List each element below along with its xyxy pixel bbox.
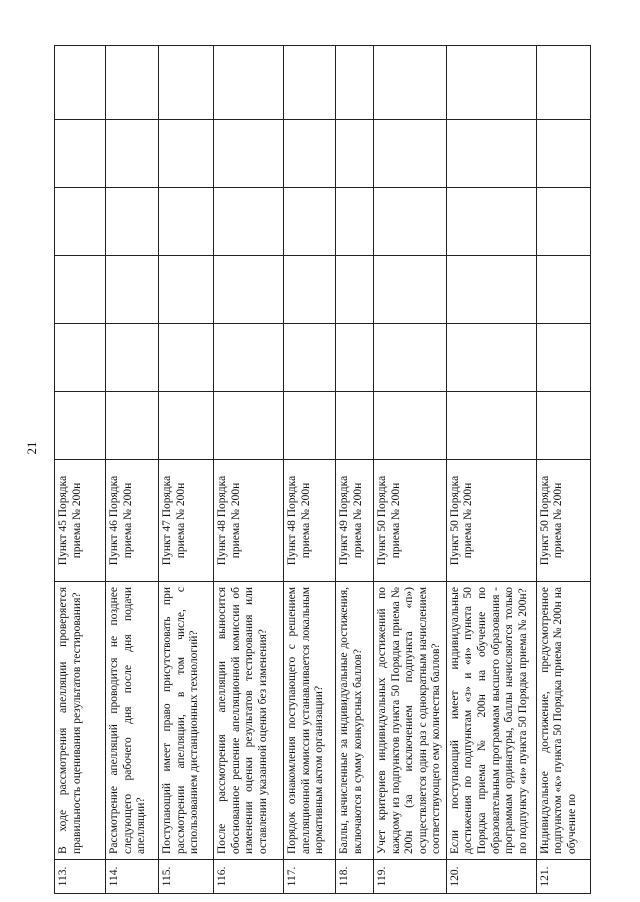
question-cell: После рассмотрения апелляции выносится обоснованное решение апелляционной комиссии об изменении оценки результатов тестирования или оставлении указанной оценки без изменения?: [214, 582, 284, 860]
answer-cell: [336, 46, 374, 120]
table-row: [159, 46, 214, 894]
answer-cell: [106, 120, 159, 188]
answer-cell: [336, 120, 374, 188]
answer-cell: [159, 392, 214, 460]
row-number: 113.: [55, 860, 106, 894]
table-row: [536, 46, 590, 894]
norm-reference-cell: Пункт 50 Порядка приема № 200н: [374, 460, 447, 582]
answer-cell: [446, 120, 536, 188]
answer-cell: [284, 324, 336, 392]
answer-cell: [214, 46, 284, 120]
answer-cell: [55, 392, 106, 460]
norm-reference-cell: Пункт 48 Порядка приема № 200н: [214, 460, 284, 582]
answer-cell: [106, 46, 159, 120]
answer-cell: [106, 324, 159, 392]
answer-cell: [336, 188, 374, 256]
answer-cell: [284, 392, 336, 460]
row-number: 114.: [106, 860, 159, 894]
answer-cell: [284, 256, 336, 324]
answer-cell: [159, 46, 214, 120]
answer-cell: [214, 120, 284, 188]
answer-cell: [336, 392, 374, 460]
norm-reference-cell: Пункт 50 Порядка приема № 200н: [536, 460, 590, 582]
answer-cell: [159, 256, 214, 324]
question-cell: Поступающий имеет право присутствовать при рассмотрении апелляции, в том числе, с использованием дистанционных технологий?: [159, 582, 214, 860]
page-number: 21: [24, 441, 39, 455]
answer-cell: [374, 256, 447, 324]
answer-cell: [536, 120, 590, 188]
row-number: 119.: [374, 860, 447, 894]
question-cell: Порядок ознакомления поступающего с решением апелляционной комиссии устанавливается локальным нормативным актом организации?: [284, 582, 336, 860]
answer-cell: [374, 324, 447, 392]
answer-cell: [536, 392, 590, 460]
answer-cell: [106, 188, 159, 256]
answer-cell: [374, 392, 447, 460]
table-row: [336, 46, 374, 894]
row-number: 116.: [214, 860, 284, 894]
row-number: 115.: [159, 860, 214, 894]
answer-cell: [536, 188, 590, 256]
answer-cell: [446, 324, 536, 392]
answer-cell: [106, 256, 159, 324]
answer-cell: [446, 188, 536, 256]
table-row: [284, 46, 336, 894]
question-cell: Если поступающий имеет индивидуальные достижения по подпунктам «з» и «и» пункта 50 Порядка приема № 200н на обучение по образовательным программам высшего образования - программам ординатуры, баллы начисляются только по подпункту «и» пункта 50 Порядка приема № 200н?: [446, 582, 536, 860]
answer-cell: [284, 120, 336, 188]
table-row: [55, 46, 106, 894]
answer-cell: [284, 188, 336, 256]
answer-cell: [446, 256, 536, 324]
question-cell: Учет критериев индивидуальных достижений по каждому из подпунктов пункта 50 Порядка приема № 200н (за исключением подпункта «п») осуществляется один раз с однократным начислением соответствующего ему количества баллов?: [374, 582, 447, 860]
answer-cell: [214, 188, 284, 256]
checklist-table: [54, 45, 591, 894]
answer-cell: [536, 256, 590, 324]
table-row: [374, 46, 447, 894]
answer-cell: [284, 46, 336, 120]
answer-cell: [214, 392, 284, 460]
answer-cell: [55, 120, 106, 188]
row-number: 121.: [536, 860, 590, 894]
norm-reference-cell: Пункт 48 Порядка приема № 200н: [284, 460, 336, 582]
answer-cell: [336, 256, 374, 324]
question-cell: Рассмотрение апелляций проводится не позднее следующего рабочего дня после дня подачи апелляции?: [106, 582, 159, 860]
norm-reference-cell: Пункт 50 Порядка приема № 200н: [446, 460, 536, 582]
answer-cell: [336, 324, 374, 392]
answer-cell: [374, 188, 447, 256]
question-cell: Индивидуальное достижение, предусмотренное подпунктом «к» пункта 50 Порядка приема № 200н на обучение по: [536, 582, 590, 860]
answer-cell: [55, 256, 106, 324]
answer-cell: [55, 324, 106, 392]
answer-cell: [446, 46, 536, 120]
answer-cell: [536, 324, 590, 392]
answer-cell: [214, 324, 284, 392]
norm-reference-cell: Пункт 45 Порядка приема № 200н: [55, 460, 106, 582]
answer-cell: [106, 392, 159, 460]
norm-reference-cell: Пункт 46 Порядка приема № 200н: [106, 460, 159, 582]
row-number: 118.: [336, 860, 374, 894]
answer-cell: [159, 324, 214, 392]
norm-reference-cell: Пункт 47 Порядка приема № 200н: [159, 460, 214, 582]
answer-cell: [55, 46, 106, 120]
question-cell: Баллы, начисленные за индивидуальные достижения, включаются в сумму конкурсных баллов?: [336, 582, 374, 860]
row-number: 120.: [446, 860, 536, 894]
table-body: [55, 46, 591, 894]
answer-cell: [446, 392, 536, 460]
answer-cell: [159, 120, 214, 188]
answer-cell: [55, 188, 106, 256]
norm-reference-cell: Пункт 49 Порядка приема № 200н: [336, 460, 374, 582]
row-number: 117.: [284, 860, 336, 894]
answer-cell: [374, 46, 447, 120]
table-row: [446, 46, 536, 894]
question-cell: В ходе рассмотрения апелляции проверяется правильность оценивания результатов тестирования?: [55, 582, 106, 860]
answer-cell: [536, 46, 590, 120]
answer-cell: [214, 256, 284, 324]
table-row: [106, 46, 159, 894]
table-row: [214, 46, 284, 894]
answer-cell: [374, 120, 447, 188]
answer-cell: [159, 188, 214, 256]
rotated-sheet: [54, 46, 586, 894]
